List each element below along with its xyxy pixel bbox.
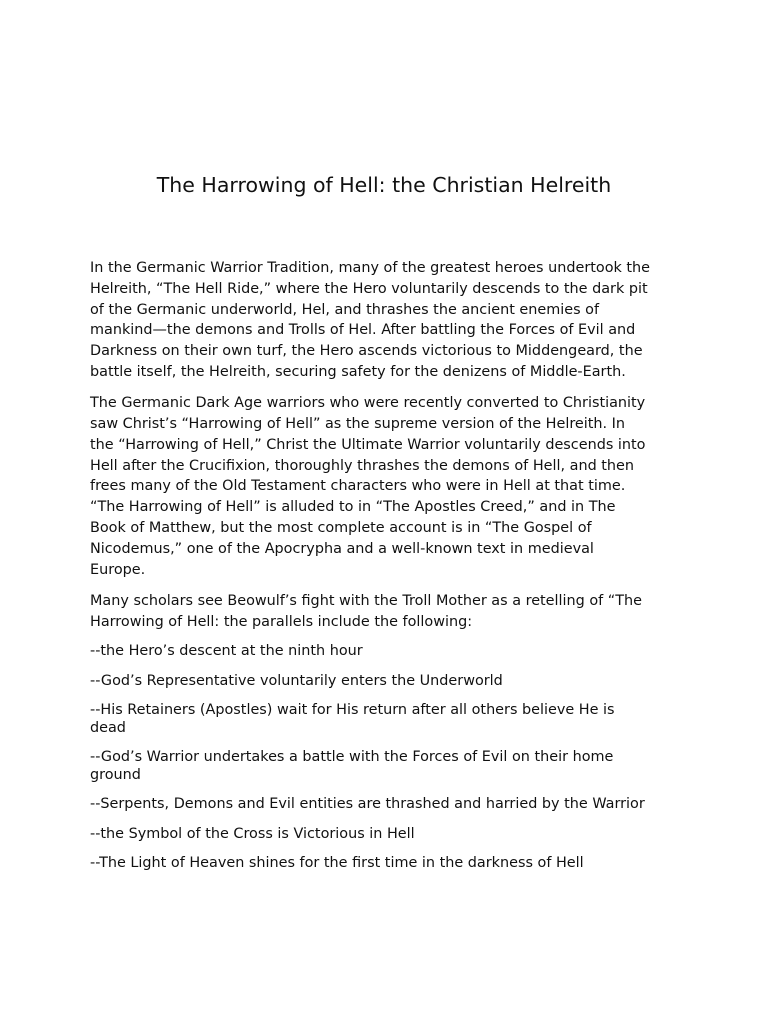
document-title: The Harrowing of Hell: the Christian Helreith xyxy=(156,173,612,197)
paragraph-beowulf-parallels: Many scholars see Beowulf’s fight with the Troll Mother as a retelling of “The Harrowing of Hell: the parallels include the following: xyxy=(90,592,643,630)
document-body xyxy=(90,258,690,885)
parallel-list-item: --God’s Warrior undertakes a battle with the Forces of Evil on their home ground xyxy=(90,749,614,783)
parallel-list-item: --God’s Representative voluntarily enters the Underworld xyxy=(90,672,503,689)
parallel-list-item: --the Symbol of the Cross is Victorious in Hell xyxy=(90,825,415,842)
parallel-list-item: --The Light of Heaven shines for the first time in the darkness of Hell xyxy=(90,855,584,872)
parallel-list-item: --Serpents, Demons and Evil entities are thrashed and harried by the Warrior xyxy=(90,796,645,813)
parallel-list-item: --His Retainers (Apostles) wait for His return after all others believe He is dead xyxy=(90,702,615,736)
parallel-list-item: --the Hero’s descent at the ninth hour xyxy=(90,643,363,660)
paragraph-harrowing-of-hell: The Germanic Dark Age warriors who were recently converted to Christianity saw Christ’s “Harrowing of Hell” as the supreme version of the Helreith. In the “Harrowing of Hell,” Christ the Ultimate Warrior voluntarily descends into Hell after the Crucifixion, thoroughly thrashes the demons of Hell, and then frees many of the Old Testament characters who were in Hell at that time. “The Harrowing of Hell” is alluded to in “The Apostles Creed,” and in The Book of Matthew, but the most complete account is in “The Gospel of Nicodemus,” one of the Apocrypha and a well-known text in medieval Europe. xyxy=(90,395,646,578)
paragraph-helreith-intro: In the Germanic Warrior Tradition, many of the greatest heroes undertook the Helreith, “The Hell Ride,” where the Hero voluntarily descends to the dark pit of the Germanic underworld, Hel, and thrashes the ancient enemies of mankind—the demons and Trolls of Hel. After battling the Forces of Evil and Darkness on their own turf, the Hero ascends victorious to Middengeard, the battle itself, the Helreith, securing safety for the denizens of Middle-Earth. xyxy=(90,260,651,380)
